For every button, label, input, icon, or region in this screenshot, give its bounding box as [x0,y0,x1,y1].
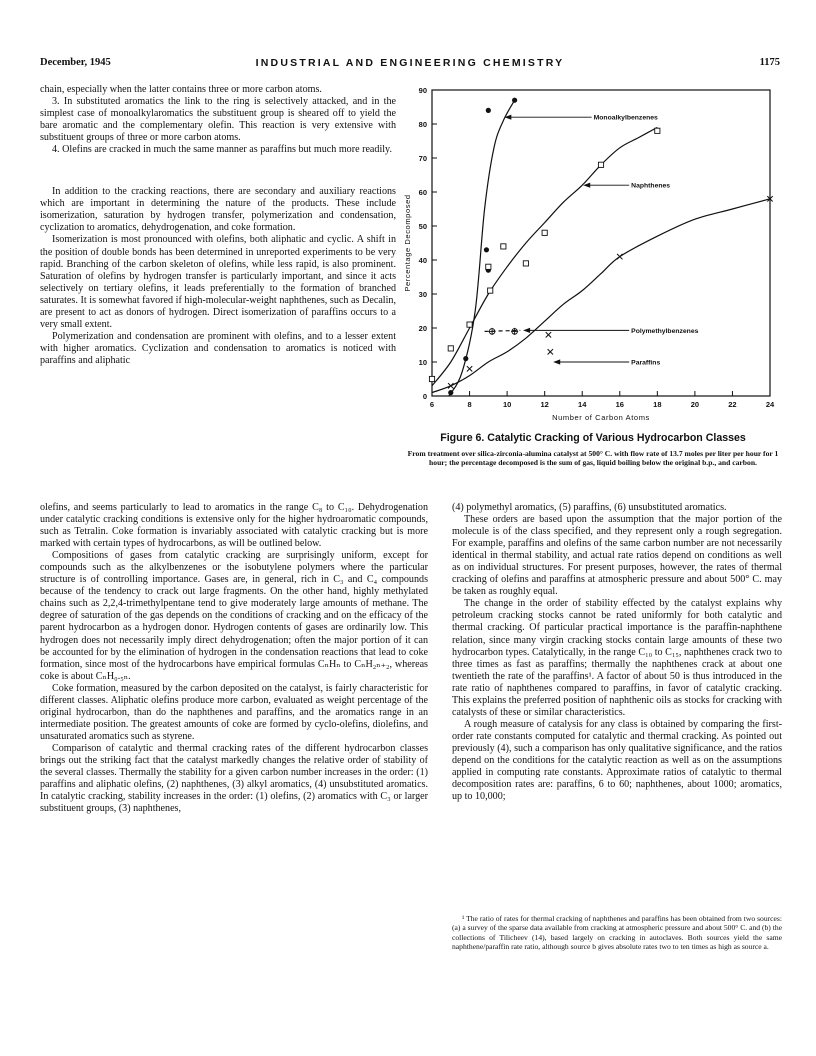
y-tick-label: 20 [418,324,427,333]
polymethylbenzenes-leader-arrow [523,328,530,333]
paraffins-point [448,383,453,388]
x-tick-label: 16 [615,400,624,409]
x-tick-label: 22 [728,400,737,409]
paragraph: Polymerization and condensation are prominent with olefins, and to a lesser extent with higher aromatics. Cyclization and condensation to aromatics is noticed with paraffins and aliphatic [40,330,396,366]
y-tick-label: 80 [418,120,427,129]
journal-title: INDUSTRIAL AND ENGINEERING CHEMISTRY [255,57,565,69]
x-axis-label: Number of Carbon Atoms [552,413,650,422]
polymethylbenzenes-label: Polymethylbenzenes [631,327,699,335]
naphthenes-point [488,288,493,293]
naphthenes-point [598,162,603,167]
naphthenes-point [501,244,506,249]
page-number: 1175 [759,57,780,68]
naphthenes-point [448,346,453,351]
x-tick-label: 24 [765,400,775,409]
x-tick-label: 18 [653,400,662,409]
paragraph: These orders are based upon the assumption that the major portion of the molecule is of the class specified, and they represent only a rough segregation. For example, paraffins and olefins of the same carbon number are not necessarily identical in thermal stability, and actual rate ratios depend on conditions as well as on individual structures. For present purposes, however, the rates of thermal cracking of olefins and paraffins at atmospheric pressure and about 500° C. may be taken as roughly equal. [452,514,782,598]
paragraph: Coke formation, measured by the carbon deposited on the catalyst, is fairly characteristic for different classes. Aliphatic olefins produce more carbon, evaluated as weight percentage of the original hydrocarbon, than do the naphthenes and paraffins, and the aromatics range in an intermediate position. The greatest amounts of coke are formed by cyclo-olefins, diolefins, and unsaturated aromatics such as styrene. [40,682,428,742]
paraffins-point [548,349,553,354]
naphthenes-curve [432,127,657,385]
paraffins-label: Paraffins [631,359,661,367]
paragraph: 3. In substituted aromatics the link to the ring is selectively attacked, and in the simplest case of monoalkylaromatics the substituent group is sheared off to yield the bare aromatic and the complementary olefin. This reaction is very extensive with substituent groups of three or more carbon atoms. [40,96,396,144]
y-tick-label: 0 [422,392,427,401]
x-tick-label: 20 [690,400,700,409]
monoalkylbenzenes-point [484,247,489,252]
monoalkylbenzenes-point [463,356,468,361]
y-tick-label: 40 [418,256,427,265]
figure-title: Figure 6. Catalytic Cracking of Various Hydrocarbon Classes [440,432,746,444]
footnote-text: ¹ The ratio of rates for thermal cracking of naphthenes and paraffins has been obtained from two sources: (a) a survey of the sparse data available from cracking at atmospheric pressure and about 500° C. and (b) the collections of Tilicheev (14), based largely on cracking in autoclaves. Both sources yield the same naphthene/paraffin rate ratio, although source b gives absolute rates two to ten times as high as source a. [452,914,782,952]
paragraph: 4. Olefins are cracked in much the same manner as paraffins but much more readily. [52,144,392,156]
y-tick-label: 50 [418,222,427,231]
naphthenes-label: Naphthenes [631,182,671,190]
paraffins-point [467,366,472,371]
x-tick-label: 12 [540,400,549,409]
paragraph: Compositions of gases from catalytic cracking are surprisingly uniform, except for compounds such as the alkylbenzenes or the isobutylene polymers where the particular structure is of controlling importance. Gases are, in general, rich in C₃ and C₄ compounds because of the tendency to crack out large fragments. On the other hand, highly methylated chains such as 2,2,4-trimethylpentane tend to give moderately large amounts of methane. The degree of saturation of the gas depends on the conditions of cracking and on the efficacy of the parent hydrocarbon as a hydrogen donor. Hydrogen contents of gases are ordinarily low. This hydrogen does not necessarily imply direct dehydrogenation; often the major portion of it can be accounted for by the elimination of hydrogen in the condensation reactions that lead to coke formation, since most of the hydrocarbons have empirical formulas CₙHₙ to CₙH₂ₙ₊₂, whereas coke is about CₙH₀.₅ₙ. [40,550,428,682]
column-left-top [40,84,396,367]
monoalkylbenzenes-point [486,108,491,113]
figure-caption [404,432,782,467]
paraffins-leader-arrow [553,359,560,364]
figure-subcaption: From treatment over silica-zirconia-alumina catalyst at 500° C. with flow rate of 13.7 moles per liter per hour for 1 hour; the percentage decomposed is the sum of gas, liquid boiling below the original b.p., and carbon. [407,449,779,467]
column-right [452,502,782,803]
naphthenes-point [655,128,660,133]
page-header [40,57,780,73]
column-left-bottom [40,502,428,815]
paragraph: (4) polymethyl aromatics, (5) paraffins, (6) unsubstituted aromatics. [452,502,727,513]
paragraph: Isomerization is most pronounced with olefins, both aliphatic and cyclic. A shift in the position of double bonds has been determined in unreported experiments to be very rapid. Branching of the carbon skeleton of olefins, while less rapid, is also prominent. Saturation of olefins by hydrogen transfer is particularly important, and since it acts selectively on tertiary olefins, it leads preferentially to the formation of branched saturates. It is somewhat favored if high-molecular-weight naphthenes, such as Decalin, are present to act as donors of hydrogen. Direct isomerization of paraffins occurs to a very small extent. [40,234,396,330]
x-tick-label: 10 [502,400,512,409]
paragraph: A rough measure of catalysis for any class is obtained by comparing the first-order rate constants computed for catalytic and thermal cracking. As pointed out previously (4), such a comparison has only qualitative significance, and the ratios depend on the conditions for the catalytic reaction as well as on the assumptions applied in computing rate constants. Approximate ratios of catalytic to thermal decomposition rates are: paraffins, 6 to 60; naphthenes, about 1000; aromatics, up to 10,000; [452,718,782,803]
monoalkylbenzenes-point [448,390,453,395]
y-tick-label: 60 [418,188,427,197]
footnote [452,914,782,952]
naphthenes-point [542,230,547,235]
figure-6-chart [392,78,792,428]
y-tick-label: 30 [418,290,427,299]
paraffins-point [546,332,551,337]
y-tick-label: 70 [418,154,427,163]
paragraph: Comparison of catalytic and thermal cracking rates of the different hydrocarbon classes brings out the striking fact that the catalyst markedly changes the relative order of stability of the several classes. Thermally the stability for a given carbon number increases in the order: (1) paraffins and aliphatic olefins, (2) naphthenes, (3) alkyl aromatics, (4) unsubstituted aromatics. In catalytic cracking, stability increases in the order: (1) olefins, (2) aromatics with C₃ or larger substituent groups, (3) naphthenes, [40,742,428,815]
paragraph: olefins, and seems particularly to lead to aromatics in the range C₈ to C₁₀. Dehydrogenation under catalytic cracking conditions is extensive only for the higher hydroaromatic compounds, such as Tetralin. Coke formation is invariably associated with catalytic cracking but is more marked with certain types of hydrocarbons, as will be outlined below. [40,502,428,550]
paragraph: chain, especially when the latter contains three or more carbon atoms. [40,84,322,95]
naphthenes-point [467,322,472,327]
paraffins-point [617,254,622,259]
monoalkylbenzenes-label: Monoalkylbenzenes [593,114,658,122]
plot-frame [432,90,770,396]
naphthenes-point [429,376,434,381]
y-tick-label: 90 [418,86,427,95]
x-tick-label: 8 [467,400,472,409]
x-tick-label: 14 [578,400,587,409]
monoalkylbenzenes-point [512,98,517,103]
paragraph: In addition to the cracking reactions, there are secondary and auxiliary reactions which are important in determining the nature of the products. These include isomerization, saturation by hydrogen transfer, polymerization and condensation, cyclization to aromatics, dehydrogenation, and coke formation. [40,186,396,234]
naphthenes-point [486,264,491,269]
y-axis-label: Percentage Decomposed [403,194,412,292]
y-tick-label: 10 [418,358,427,367]
x-tick-label: 6 [429,400,435,409]
issue-date: December, 1945 [40,57,111,68]
naphthenes-point [523,261,528,266]
paragraph: The change in the order of stability effected by the catalyst explains why petroleum cracking stocks cannot be rated uniformly for both catalytic and thermal cracking. Of particular practical importance is the paraffin-naphthene relation, since many virgin cracking stocks contain large amounts of these two hydrocarbon types. Catalytically, in the range C₁₀ to C₁₅, naphthenes crack two to three times as fast as paraffins; thermally the naphthenes crack at about one twentieth the rate of the paraffins¹. A factor of about 50 is thus introduced in the rate ratio of naphthenes compared to paraffins, in favor of catalytic cracking. This explains the preferred position of naphthenic oils as stocks for cracking with catalysts of these or similar characteristics. [452,598,782,718]
